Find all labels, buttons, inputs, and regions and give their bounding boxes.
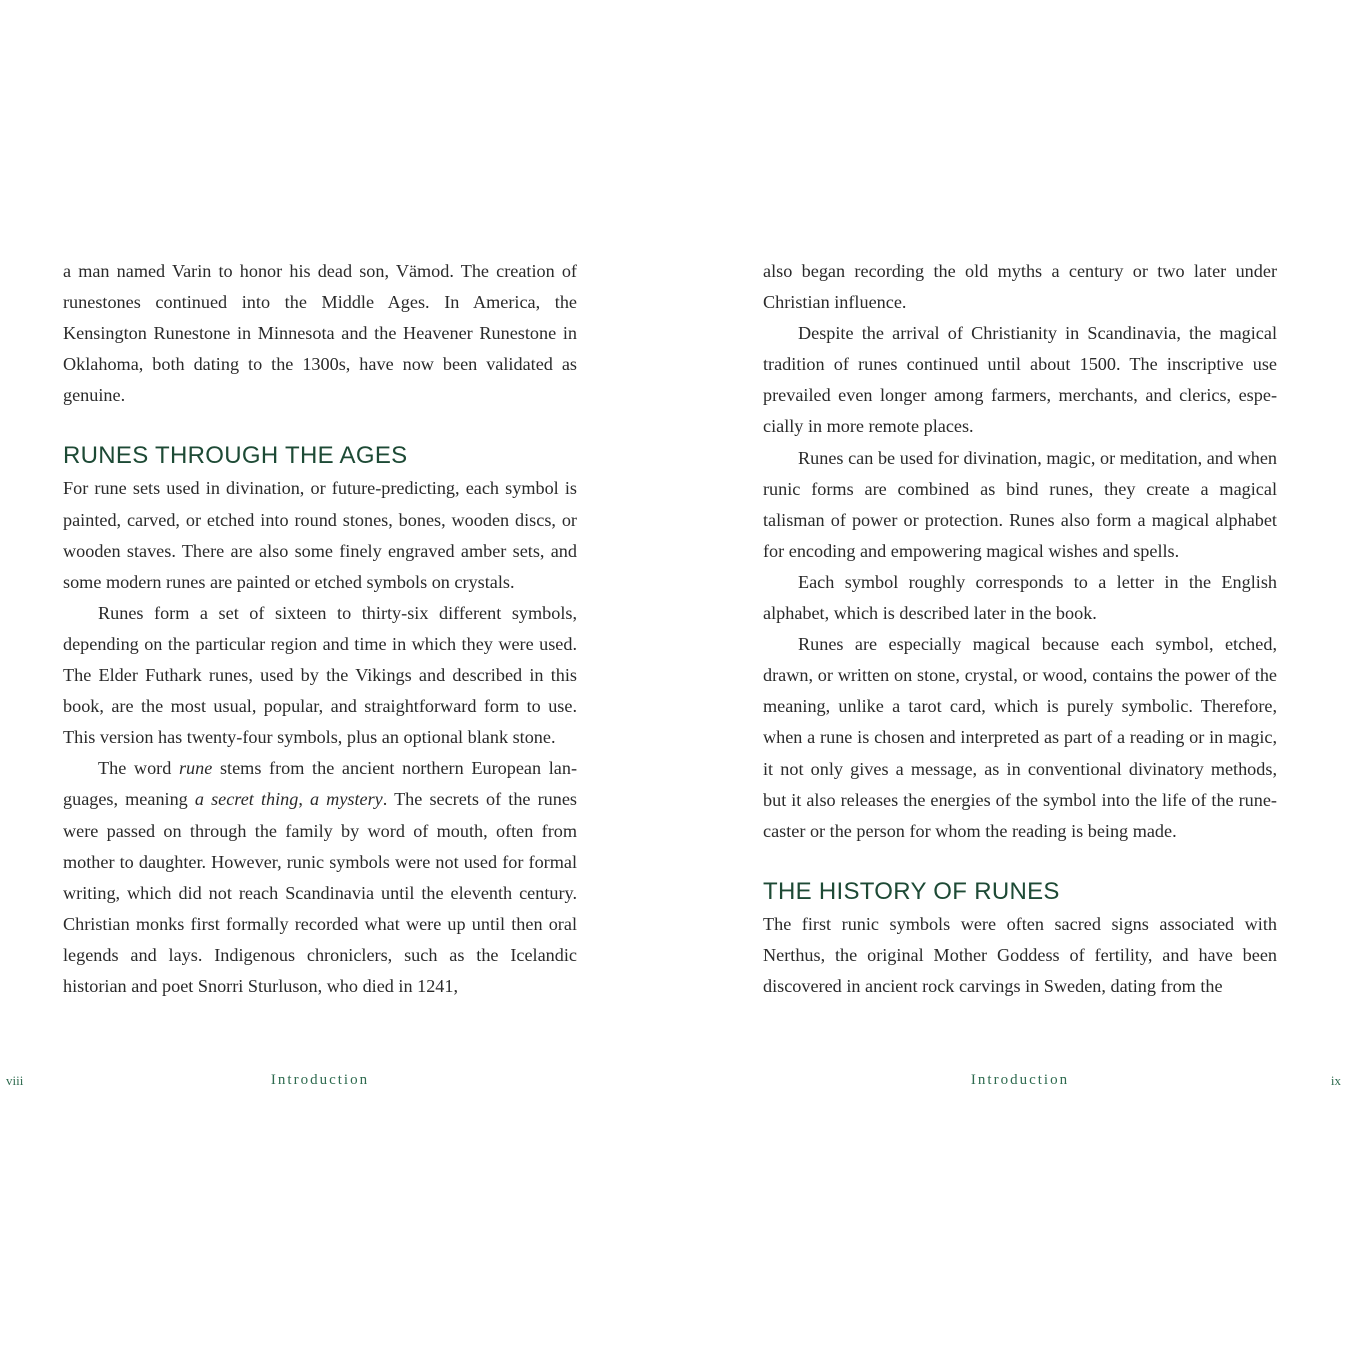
paragraph: Each symbol roughly corresponds to a letter in the English alphabet, which is described later in the book.	[763, 571, 1277, 624]
paragraph: The word rune stems from the ancient northern European languages, meaning a secret thing, a mystery. The secrets of the runes were passed on through the family by word of mouth, often from mother to daughter. However, runic symbols were not used for formal writing, which did not reach Scandinavia until the eleventh century. Christian monks first formally recorded what were up until then oral legends and lays. Indigenous chroniclers, such as the Icelandic historian and poet Snorri Sturluson, who died in 1241,	[63, 758, 578, 996]
paragraph: Runes are especially magical because each symbol, etched, drawn, or written on stone, crystal, or wood, contains the power of the meaning, unlike a tarot card, which is purely symbolic. Therefore, when a rune is chosen and interpreted as part of a reading or in magic, it not only gives a message, as in conventional divinatory methods, but it also releases the energies of the symbol into the life of the rune-caster or the person for whom the reading is being made.	[763, 634, 1277, 841]
italic-term: a secret thing	[194, 789, 299, 810]
paragraph: For rune sets used in divination, or future-predicting, each symbol is painted, carved, or etched into round stones, bones, wooden discs, or wooden staves. There are also some finely engraved amber sets, and some modern runes are painted or etched symbols on crystals.	[63, 478, 577, 592]
italic-term: a mystery	[309, 789, 383, 810]
running-footer: Introduction	[970, 1072, 1070, 1088]
paragraph: a man named Varin to honor his dead son, Vämod. The creation of runestones continued into the Middle Ages. In America, the Kensington Runestone in Minnesota and the Heavener Runestone in Oklahoma, both dating to the 1300s, have now been validated as genuine.	[63, 261, 577, 406]
right-page-text	[763, 256, 1277, 1002]
paragraph: Runes form a set of sixteen to thirty-six different symbols, depending on the particular region and time in which they were used. The Elder Futhark runes, used by the Vikings and described in this book, are the most usual, popular, and straightforward form to use. This version has twenty-four symbols, plus an optional blank stone.	[63, 602, 577, 748]
running-footer: Introduction	[270, 1072, 370, 1088]
section-heading: THE HISTORY OF RUNES	[763, 877, 1060, 905]
left-page	[0, 0, 673, 1347]
paragraph: Despite the arrival of Christianity in Scandinavia, the magical tradition of runes continued until about 1500. The inscriptive use prevailed even longer among farmers, merchants, and clerics, especially in more remote places.	[763, 323, 1277, 437]
right-page	[674, 0, 1347, 1347]
paragraph: also began recording the old myths a century or two later under Christian influence.	[763, 261, 1277, 313]
page-number: viii	[6, 1073, 24, 1088]
paragraph: Runes can be used for divination, magic, or meditation, and when runic forms are combined as bind runes, they create a magical talisman of power or protection. Runes also form a magical alphabet for encoding and empowering magical wishes and spells.	[763, 447, 1277, 561]
left-page-text	[63, 256, 577, 1002]
paragraph: The first runic symbols were often sacred signs associated with Nerthus, the original Mother Goddess of fertility, and have been discovered in ancient rock carvings in Sweden, dating from the	[763, 913, 1277, 996]
section-heading: RUNES THROUGH THE AGES	[63, 442, 408, 470]
italic-term: rune	[178, 758, 213, 779]
page-number: ix	[1330, 1073, 1341, 1088]
